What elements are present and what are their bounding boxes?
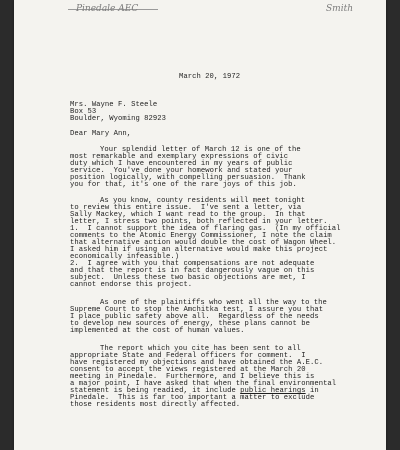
- body-line: duty which I have encountered in my years of public: [70, 160, 293, 168]
- body-line: As you know, county residents will meet tonight: [100, 197, 306, 205]
- body-line: The report which you cite has been sent to all: [100, 345, 301, 353]
- body-line: to develop new sources of energy, these plans cannot be: [70, 320, 310, 328]
- body-line: meeting in Pinedale. Furthermore, and I believe this is: [70, 373, 315, 381]
- body-line: comments to the Atomic Energy Commissioner, I note the claim: [70, 232, 332, 240]
- body-text: in: [305, 387, 319, 395]
- letter-page: [14, 0, 386, 450]
- body-line: that alternative action would double the cost of Wagon Wheel.: [70, 239, 337, 247]
- address-line: Boulder, Wyoming 82923: [70, 115, 166, 123]
- body-line: Your splendid letter of March 12 is one of the: [100, 146, 301, 154]
- address-line: Box 53: [70, 108, 97, 116]
- body-line: implemented at the cost of human values.: [70, 327, 245, 335]
- body-line: position logically, with compelling persuasion. Thank: [70, 174, 306, 182]
- body-text: statement is being readied, it include: [70, 387, 241, 395]
- body-line: and that the report is in fact dangerously vague on this: [70, 267, 315, 275]
- body-line: you for that, it's one of the rare joys of this job.: [70, 181, 297, 189]
- body-line: 1. I cannot support the idea of flaring gas. (In my official: [70, 225, 341, 233]
- handwritten-annotation-right: Smith: [326, 4, 353, 14]
- letter-date: March 20, 1972: [179, 73, 241, 81]
- body-line: appropriate State and Federal officers for comment. I: [70, 352, 306, 360]
- address-line: Mrs. Wayne F. Steele: [70, 101, 158, 109]
- body-line: I asked him if using an alternative would make this project: [70, 246, 328, 254]
- salutation: Dear Mary Ann,: [70, 130, 132, 138]
- body-line: letter, I stress two points, both reflected in your letter.: [70, 218, 328, 226]
- handwritten-annotation-left: Pinedale AEC: [76, 4, 139, 14]
- body-line: economically infeasible.): [70, 253, 180, 261]
- body-line: Supreme Court to stop the Amchitka test, I assure you that: [70, 306, 324, 314]
- body-line: I place public safety above all. Regardless of the needs: [70, 313, 319, 321]
- body-line: cannot endorse this project.: [70, 281, 193, 289]
- body-line: consent to accept the views registered at the March 20: [70, 366, 306, 374]
- underlined-phrase: public hearings: [240, 387, 306, 395]
- body-line: to review this entire issue. I've sent a letter, via: [70, 204, 302, 212]
- body-line: have registered my objections and have obtained the A.E.C.: [70, 359, 324, 367]
- body-line: 2. I agree with you that compensations are not adequate: [70, 260, 315, 268]
- body-line: those residents most directly affected.: [70, 401, 241, 409]
- body-line: a major point, I have asked that when the final environmental: [70, 380, 337, 388]
- body-line: subject. Unless these two basic objections are met, I: [70, 274, 306, 282]
- body-line: most remarkable and exemplary expressions of civic: [70, 153, 289, 161]
- body-line: Sally Mackey, which I want read to the group. In that: [70, 211, 306, 219]
- body-line: Pinedale. This is far too important a matter to exclude: [70, 394, 315, 402]
- body-line: service. You've done your homework and stated your: [70, 167, 293, 175]
- body-line: As one of the plaintiffs who went all the way to the: [100, 299, 327, 307]
